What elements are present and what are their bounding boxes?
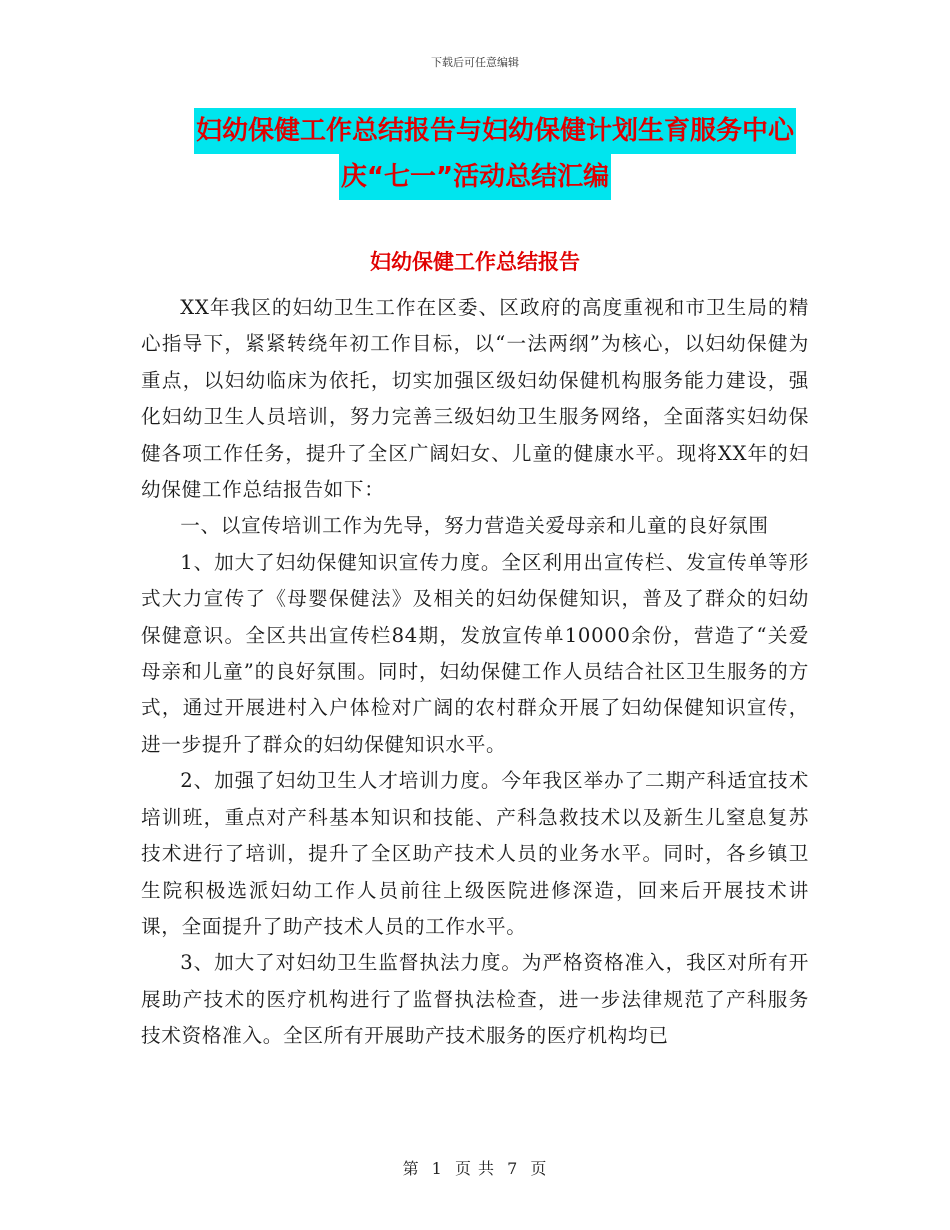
title-line-1: 妇幼保健工作总结报告与妇幼保健计划生育服务中心 [194,108,796,154]
body-text [141,290,809,1055]
section-title: 妇幼保健工作总结报告 [370,250,580,274]
paragraph-item-1: 1、加大了妇幼保健知识宣传力度。全区利用出宣传栏、发宣传单等形式大力宣传了《母婴保健法》及相关的妇幼保健知识，普及了群众的妇幼保健意识。全区共出宣传栏84期，发放宣传单10000余份，营造了“关爱母亲和儿童”的良好氛围。同时，妇幼保健工作人员结合社区卫生服务的方式，通过开展进村入户体检对广阔的农村群众开展了妇幼保健知识宣传，进一步提升了群众的妇幼保健知识水平。 [141,550,809,756]
title-line-2: 庆“七一”活动总结汇编 [339,154,611,200]
paragraph-intro: XX年我区的妇幼卫生工作在区委、区政府的高度重视和市卫生局的精心指导下，紧紧转绕年初工作目标，以“一法两纲”为核心，以妇幼保健为重点，以妇幼临床为依托，切实加强区级妇幼保健机构服务能力建设，强化妇幼卫生人员培训，努力完善三级妇幼卫生服务网络，全面落实妇幼保健各项工作任务，提升了全区广阔妇女、儿童的健康水平。现将XX年的妇幼保健工作总结报告如下： [141,296,809,502]
page-footer [0,1156,950,1179]
paragraph-heading-1: 一、以宣传培训工作为先导，努力营造关爱母亲和儿童的良好氛围 [180,514,769,538]
footer-total-pages: 7 [507,1159,519,1178]
document-title [0,108,950,200]
header-note: 下载后可任意编辑 [431,56,519,69]
footer-prefix: 第 [402,1159,420,1178]
footer-current-page: 1 [431,1159,443,1178]
paragraph-item-2: 2、加强了妇幼卫生人才培训力度。今年我区举办了二期产科适宜技术培训班，重点对产科基本知识和技能、产科急救技术以及新生儿窒息复苏技术进行了培训，提升了全区助产技术人员的业务水平。同时，各乡镇卫生院积极选派妇幼工作人员前往上级医院进修深造，回来后开展技术讲课，全面提升了助产技术人员的工作水平。 [141,769,809,938]
footer-suffix: 页 [530,1159,548,1178]
footer-mid: 页 共 [454,1159,496,1178]
paragraph-item-3: 3、加大了对妇幼卫生监督执法力度。为严格资格准入，我区对所有开展助产技术的医疗机构进行了监督执法检查，进一步法律规范了产科服务技术资格准入。全区所有开展助产技术服务的医疗机构均已 [141,951,809,1048]
